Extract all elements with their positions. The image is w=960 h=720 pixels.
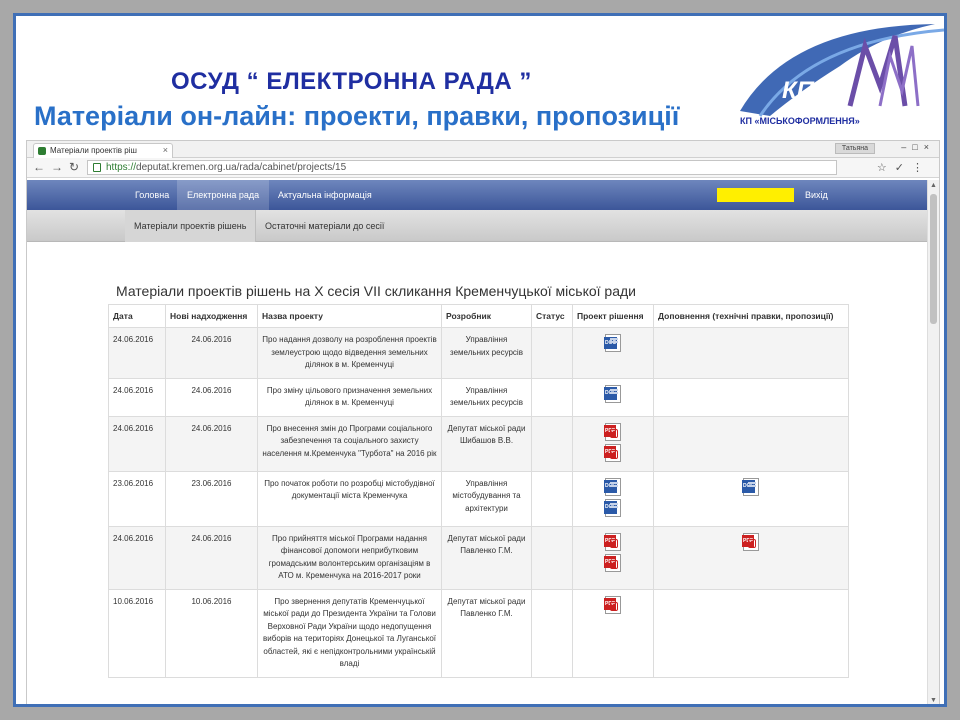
close-tab-icon[interactable]: × <box>162 145 168 155</box>
browser-window <box>26 140 940 705</box>
cell-title: Про звернення депутатів Кременчуцької міської ради до Президента України та Голови Верховної Ради України щодо недопущення виборів на територіях Донецької та Луганської областей, які є непідконтрольними українській владі <box>258 589 442 677</box>
file-type-label: DOC <box>604 387 617 400</box>
pdf-file-icon[interactable] <box>605 554 621 572</box>
pdf-file-icon[interactable] <box>743 533 759 551</box>
file-type-label: PDF <box>604 425 616 438</box>
cell-date: 10.06.2016 <box>109 589 166 677</box>
col-developer: Розробник <box>442 305 532 328</box>
nav-item-home[interactable]: Головна <box>135 190 170 200</box>
page-title: Матеріали проектів рішень на X сесія VII скликання Кременчуцької міської ради <box>116 283 636 299</box>
col-title: Назва проекту <box>258 305 442 328</box>
file-type-label: PDF <box>742 535 754 548</box>
slide-subtitle: Матеріали он-лайн: проекти, правки, пропозиції <box>34 101 680 131</box>
extension-icons[interactable]: ☆✓⋮ <box>876 162 931 174</box>
doc-file-icon[interactable] <box>743 478 759 496</box>
cell-title: Про надання дозволу на розроблення проектів землеустрою щодо відведення земельних ділянок в м. Кременчуці <box>258 328 442 379</box>
cell-developer: Управління земельних ресурсів <box>442 328 532 379</box>
file-type-label: PDF <box>604 598 616 611</box>
cell-title: Про прийняття міської Програми надання фінансової допомоги неприбутковим громадським волонтерським організаціям в АТО м. Кременчука на 2016-2017 роки <box>258 526 442 589</box>
table-row <box>109 378 849 416</box>
projects-table <box>108 304 849 678</box>
cell-developer: Управління земельних ресурсів <box>442 378 532 416</box>
file-type-label: PDF <box>604 535 616 548</box>
tab-bar <box>27 141 939 158</box>
cell-project-files <box>573 378 654 416</box>
profile-badge[interactable]: Татьяна <box>835 143 875 154</box>
cell-additions <box>654 378 849 416</box>
file-type-label: DOC <box>604 337 617 350</box>
cell-title: Про зміну цільового призначення земельних ділянок в м. Кременчуці <box>258 378 442 416</box>
cell-new-date: 23.06.2016 <box>166 471 258 526</box>
cell-status <box>532 378 573 416</box>
pdf-file-icon[interactable] <box>605 533 621 551</box>
table-row <box>109 328 849 379</box>
col-additions: Доповнення (технічні правки, пропозиції) <box>654 305 849 328</box>
username-highlight <box>717 188 794 202</box>
col-new: Нові надходження <box>166 305 258 328</box>
cell-date: 24.06.2016 <box>109 378 166 416</box>
cell-additions <box>654 526 849 589</box>
km-logo <box>730 16 947 126</box>
cell-date: 23.06.2016 <box>109 471 166 526</box>
doc-file-icon[interactable] <box>605 334 621 352</box>
cell-status <box>532 328 573 379</box>
cell-developer: Депутат міської ради Павленко Г.М. <box>442 526 532 589</box>
cell-project-files <box>573 526 654 589</box>
scroll-up-icon[interactable]: ▲ <box>930 182 937 189</box>
cell-developer: Депутат міської ради Шибашов В.В. <box>442 416 532 471</box>
file-type-label: PDF <box>604 556 616 569</box>
cell-status <box>532 589 573 677</box>
cell-developer: Депутат міської ради Павленко Г.М. <box>442 589 532 677</box>
cell-new-date: 24.06.2016 <box>166 416 258 471</box>
pdf-file-icon[interactable] <box>605 423 621 441</box>
main-nav <box>27 180 927 210</box>
table-header-row <box>109 305 849 328</box>
cell-new-date: 10.06.2016 <box>166 589 258 677</box>
cell-new-date: 24.06.2016 <box>166 378 258 416</box>
url-input[interactable]: https://deputat.kremen.org.ua/rada/cabinet/projects/15 <box>87 160 837 175</box>
sub-nav <box>27 210 927 242</box>
favicon-icon <box>38 147 46 155</box>
table-row <box>109 416 849 471</box>
file-type-label: PDF <box>604 446 616 459</box>
pdf-file-icon[interactable] <box>605 596 621 614</box>
browser-tab[interactable] <box>33 143 173 158</box>
nav-item-e-rada[interactable]: Електронна рада <box>177 180 269 210</box>
cell-status <box>532 471 573 526</box>
table-row <box>109 526 849 589</box>
doc-file-icon[interactable] <box>605 478 621 496</box>
cell-title: Про внесення змін до Програми соціального забезпечення та соціального захисту населення м.Кременчука "Турбота" на 2016 рік <box>258 416 442 471</box>
pdf-file-icon[interactable] <box>605 444 621 462</box>
tab-title: Матеріали проектів ріш <box>50 146 137 155</box>
lock-icon <box>93 163 101 172</box>
cell-status <box>532 416 573 471</box>
cell-date: 24.06.2016 <box>109 328 166 379</box>
back-icon[interactable]: ← <box>33 160 45 174</box>
cell-project-files <box>573 471 654 526</box>
scroll-down-icon[interactable]: ▼ <box>930 697 937 704</box>
reload-icon[interactable]: ↻ <box>69 160 80 174</box>
doc-file-icon[interactable] <box>605 499 621 517</box>
cell-project-files <box>573 589 654 677</box>
scrollbar-thumb[interactable] <box>930 194 937 324</box>
logout-link[interactable]: Вихід <box>805 190 828 200</box>
cell-project-files <box>573 416 654 471</box>
cell-status <box>532 526 573 589</box>
col-status: Статус <box>532 305 573 328</box>
cell-additions <box>654 328 849 379</box>
col-project-file: Проект рішення <box>573 305 654 328</box>
cell-additions <box>654 471 849 526</box>
file-type-label: DOC <box>742 480 755 493</box>
file-type-label: DOC <box>604 501 617 514</box>
table-row <box>109 471 849 526</box>
cell-date: 24.06.2016 <box>109 526 166 589</box>
col-date: Дата <box>109 305 166 328</box>
subnav-item-projects[interactable]: Матеріали проектів рішень <box>125 210 256 242</box>
slide-title: ОСУД “ ЕЛЕКТРОННА РАДА ” <box>171 68 532 95</box>
file-type-label: DOC <box>604 480 617 493</box>
doc-file-icon[interactable] <box>605 385 621 403</box>
cell-additions <box>654 416 849 471</box>
cell-title: Про початок роботи по розробці містобудівної документації міста Кременчука <box>258 471 442 526</box>
cell-project-files <box>573 328 654 379</box>
logo-initials: КП <box>782 77 815 104</box>
forward-icon[interactable]: → <box>51 160 63 174</box>
cell-developer: Управління містобудування та архітектури <box>442 471 532 526</box>
address-bar <box>27 158 939 178</box>
nav-item-news[interactable]: Актуальна інформація <box>278 190 372 200</box>
cell-new-date: 24.06.2016 <box>166 328 258 379</box>
window-controls[interactable]: –□× <box>901 142 935 152</box>
table-row <box>109 589 849 677</box>
cell-date: 24.06.2016 <box>109 416 166 471</box>
scrollbar[interactable] <box>927 180 939 705</box>
slide <box>13 13 947 707</box>
cell-new-date: 24.06.2016 <box>166 526 258 589</box>
cell-additions <box>654 589 849 677</box>
subnav-item-final[interactable]: Остаточні матеріали до сесії <box>265 221 385 231</box>
logo-caption: КП «МІСЬКОФОРМЛЕННЯ» <box>740 116 860 126</box>
